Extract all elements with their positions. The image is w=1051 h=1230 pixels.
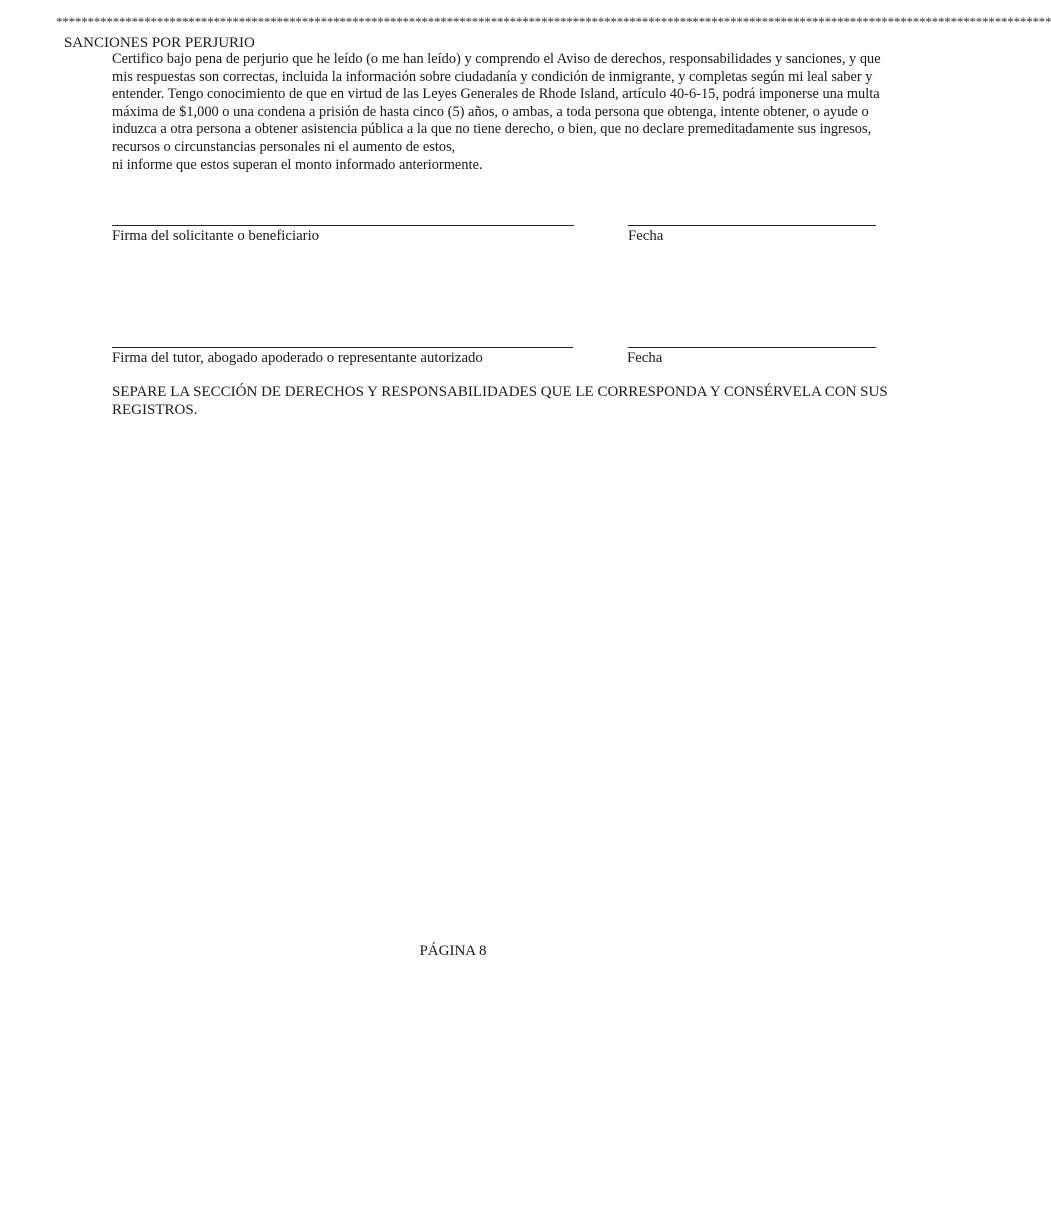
applicant-signature-label: Firma del solicitante o beneficiario bbox=[112, 228, 320, 244]
applicant-date-line[interactable] bbox=[628, 225, 876, 226]
representative-date-label: Fecha bbox=[627, 350, 663, 366]
detach-instruction: SEPARE LA SECCIÓN DE DERECHOS Y RESPONSABILIDADES QUE LE CORRESPONDA Y CONSÉRVELA CON SUS REGISTROS. bbox=[112, 384, 888, 418]
certification-body: Certifico bajo pena de perjurio que he leído (o me han leído) y comprendo el Aviso de derechos, responsabilidades y sanciones, y que mis respuestas son correctas, incluida la información sobre ciudadanía y condición de inmigrante, y completas según mi leal saber y entender. Tengo conocimiento de que en virtud de las Leyes Generales de Rhode Island, artículo 40-6-15, podrá imponerse una multa máxima de $1,000 o una condena a prisión de hasta cinco (5) años, o ambas, a toda persona que obtenga, intente obtener, o ayude o induzca a otra persona a obtener asistencia pública a la que no tiene derecho, o bien, que no declare premeditadamente sus ingresos, recursos o circunstancias personales ni el aumento de estos, bbox=[112, 51, 881, 155]
representative-signature-line[interactable] bbox=[112, 347, 573, 348]
certification-statement bbox=[112, 51, 892, 174]
page-number: PÁGINA 8 bbox=[419, 943, 487, 959]
certification-last-line: ni informe que estos superan el monto informado anteriormente. bbox=[112, 156, 483, 173]
applicant-date-label: Fecha bbox=[628, 228, 664, 244]
separator-asterisks: ************************************************************************************************************************************************************** bbox=[56, 14, 1051, 29]
section-title-perjury: SANCIONES POR PERJURIO bbox=[64, 35, 255, 51]
applicant-signature-line[interactable] bbox=[112, 225, 574, 226]
representative-signature-label: Firma del tutor, abogado apoderado o representante autorizado bbox=[112, 350, 483, 366]
representative-date-line[interactable] bbox=[628, 347, 876, 348]
